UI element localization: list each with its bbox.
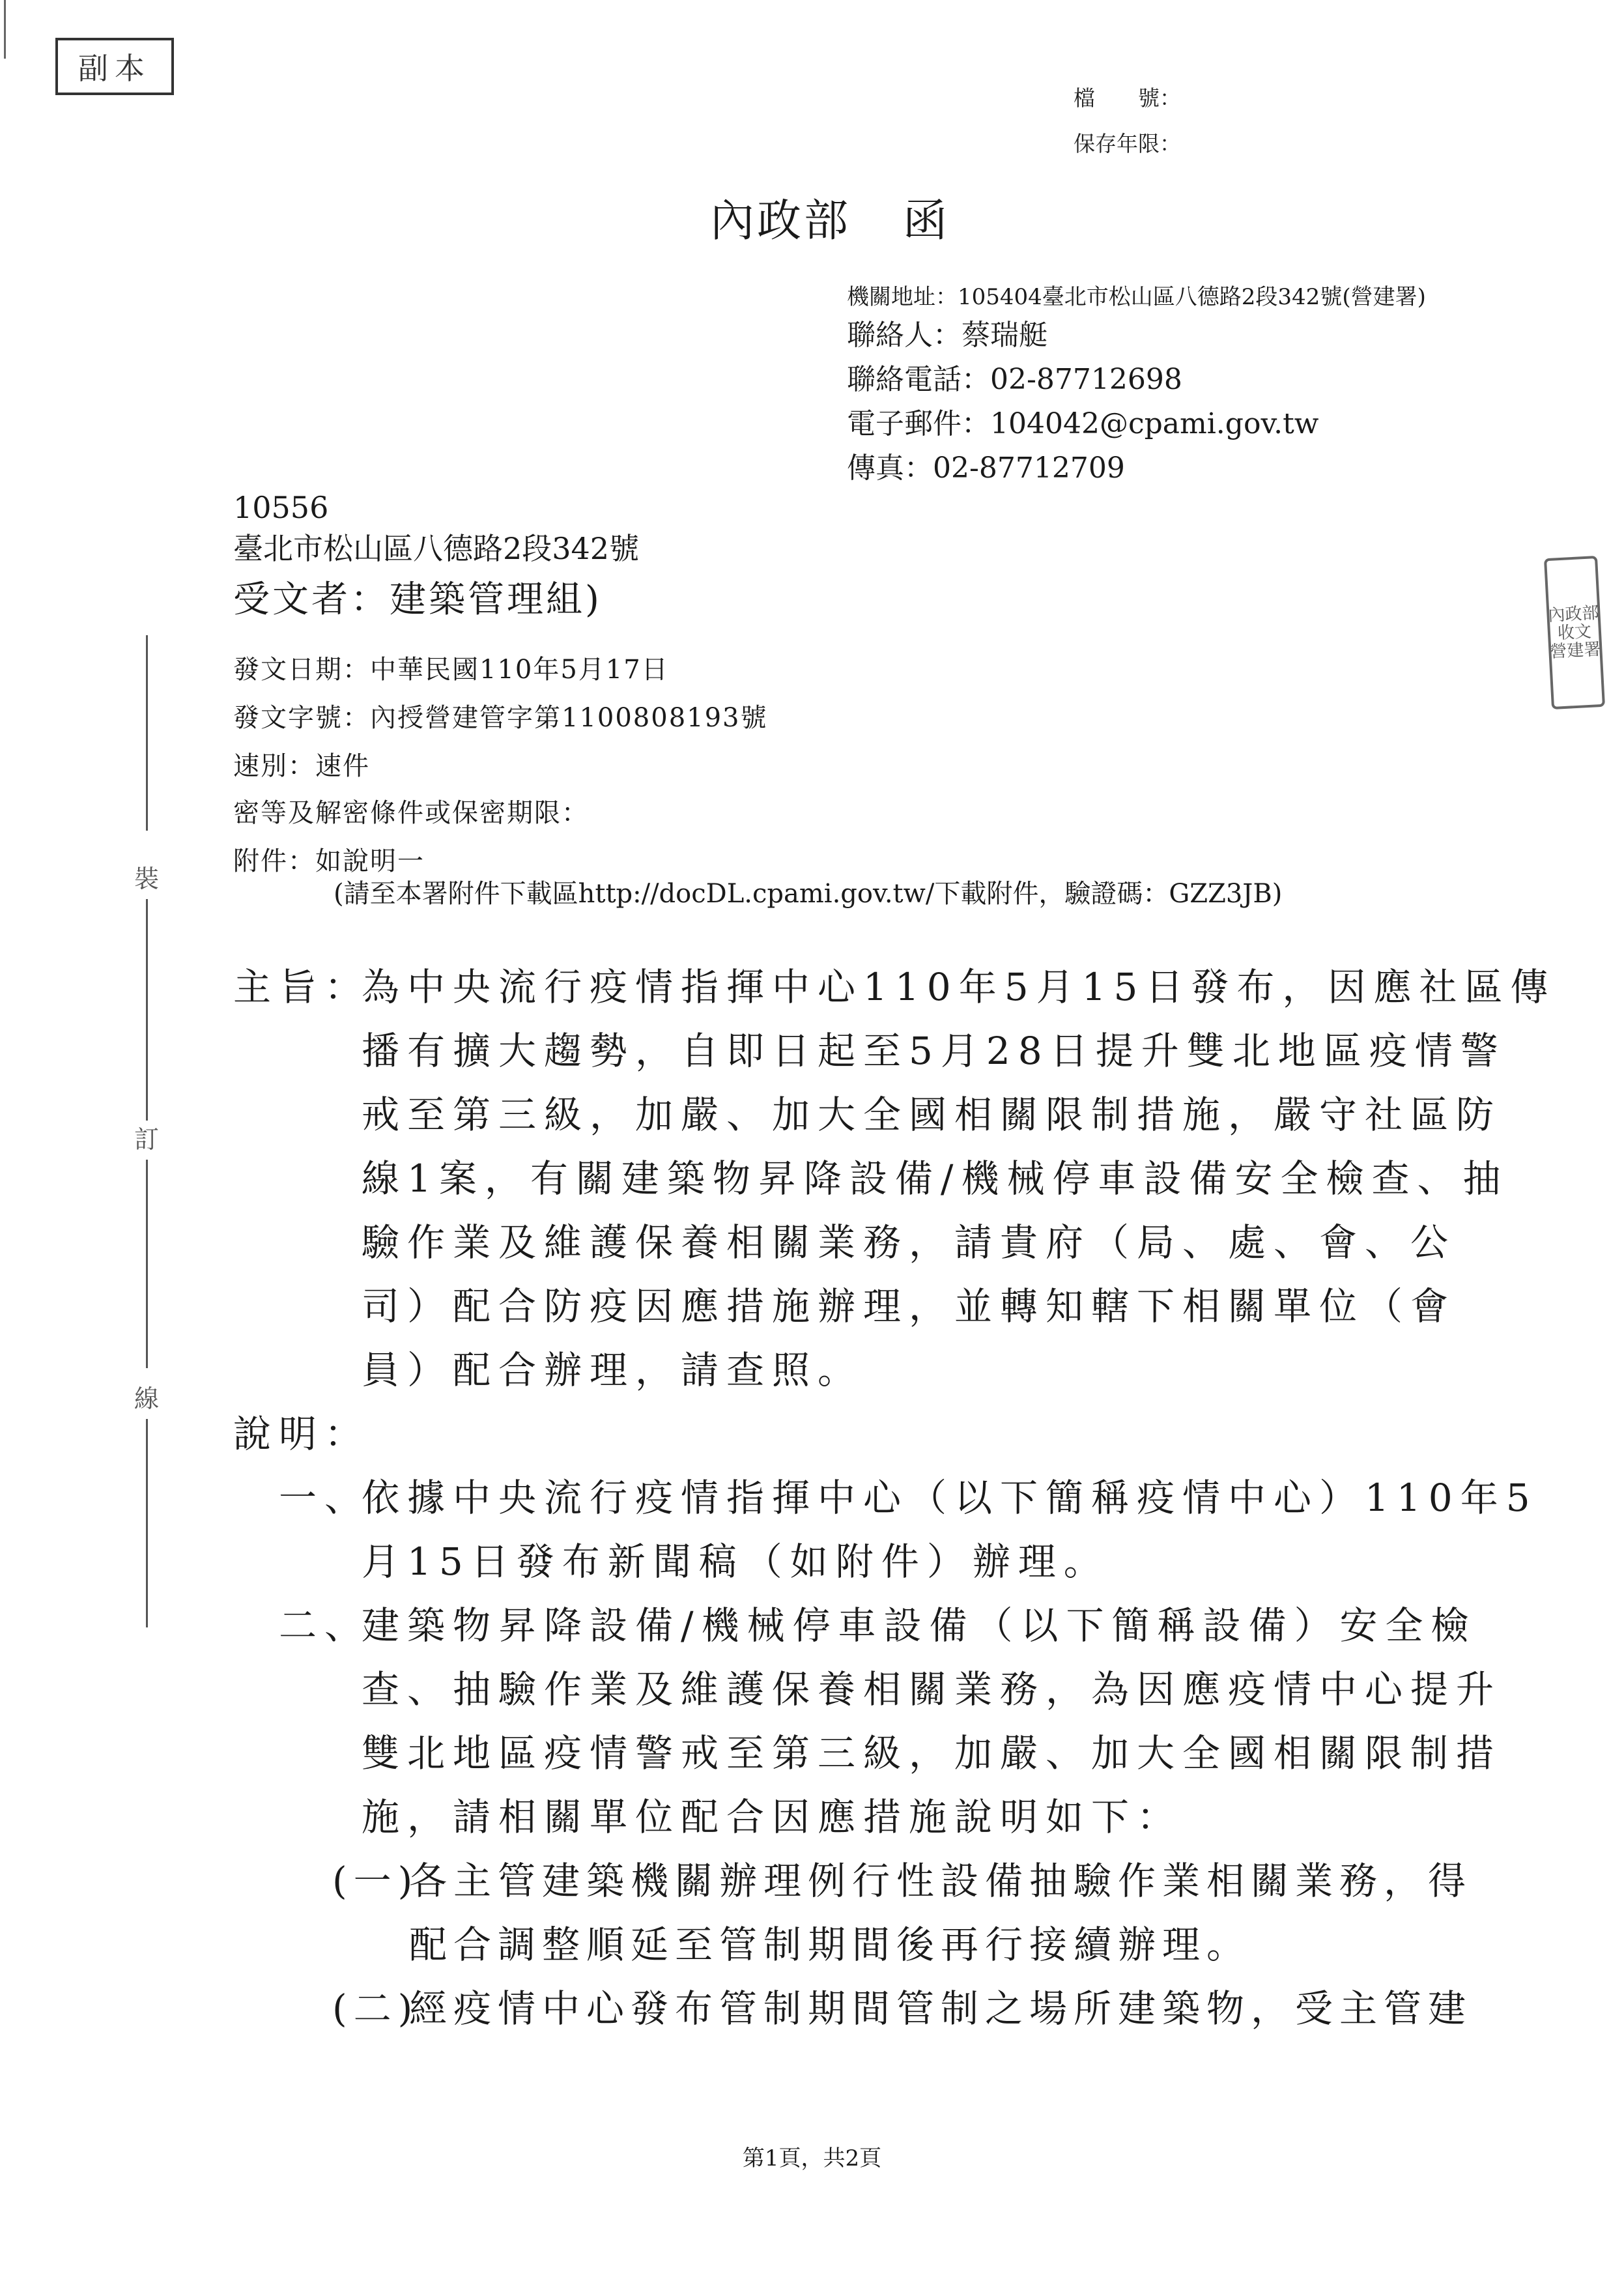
subject-line: 驗作業及維護保養相關業務，請貴府（局、處、會、公 [362,1220,1457,1265]
binding-mark-ding: 訂 [134,1125,160,1154]
page-edge-mark [4,0,6,59]
attachment-download-note: (請至本署附件下載區http://docDL.cpami.gov.tw/下載附件，驗證碼：GZZ3JB) [334,879,1283,909]
contact-fax: 傳真：02-87712709 [847,451,1125,485]
subject-label: 主旨： [233,965,371,1009]
explanation-label: 說明： [233,1412,371,1456]
binding-mark-zhuang: 裝 [134,865,160,893]
item-line: 建築物昇降設備/機械停車設備（以下簡稱設備）安全檢 [362,1603,1477,1648]
recipient-address: 臺北市松山區八德路2段342號 [233,531,640,566]
item-line: 依據中央流行疫情指揮中心（以下簡稱疫情中心）110年5 [362,1476,1538,1520]
subject-line: 員）配合辦理，請查照。 [362,1348,864,1392]
subject-line: 為中央流行疫情指揮中心110年5月15日發布，因應社區傳 [362,965,1556,1009]
item-line: 雙北地區疫情警戒至第三級，加嚴、加大全國相關限制措 [362,1731,1502,1775]
contact-person: 聯絡人：蔡瑞艇 [847,319,1047,352]
seal-line: 內政部 [1547,603,1600,626]
page-number: 第1頁，共2頁 [742,2145,882,2171]
sub-item-number: (一) [332,1859,420,1903]
copy-stamp: 副本 [55,38,174,95]
sub-item-line: 配合調整順延至管制期間後再行接續辦理。 [409,1923,1251,1967]
item-line: 施，請相關單位配合因應措施說明如下： [362,1795,1183,1839]
document-type: 函 [903,195,950,247]
subject-line: 線1案，有關建築物昇降設備/機械停車設備安全檢查、抽 [362,1156,1509,1201]
issue-date: 發文日期：中華民國110年5月17日 [233,655,669,685]
seal-line: 收文 [1557,622,1592,644]
item-line: 查、抽驗作業及維護保養相關業務，為因應疫情中心提升 [362,1667,1502,1711]
item-number: 二、 [279,1603,371,1648]
item-number: 一、 [279,1476,371,1520]
recipient-name: 受文者：建築管理組) [233,579,602,621]
received-seal [1544,556,1605,709]
subject-line: 司）配合防疫因應措施辦理，並轉知轄下相關單位（會 [362,1284,1457,1328]
sub-item-line: 經疫情中心發布管制期間管制之場所建築物，受主管建 [409,1986,1473,2031]
binding-line-segment [146,1419,148,1627]
recipient-postal-code: 10556 [233,490,329,525]
delivery-speed: 速別：速件 [233,751,370,781]
binding-line-segment [146,1160,148,1368]
binding-line-segment [146,635,148,831]
retention-period-label: 保存年限： [1074,131,1181,156]
agency-address: 機關地址：105404臺北市松山區八德路2段342號(營建署) [847,284,1426,310]
contact-phone: 聯絡電話：02-87712698 [847,363,1182,396]
document-number: 發文字號：內授營建管字第1100808193號 [233,703,768,733]
sub-item-number: (二) [332,1986,420,2031]
file-number-label: 檔 號： [1074,85,1181,111]
binding-mark-xian: 線 [134,1384,160,1413]
attachment: 附件：如說明一 [233,846,425,876]
subject-line: 戒至第三級，加嚴、加大全國相關限制措施，嚴守社區防 [362,1093,1502,1137]
secrecy-level: 密等及解密條件或保密期限： [233,798,589,828]
binding-line-segment [146,899,148,1121]
subject-line: 播有擴大趨勢，自即日起至5月28日提升雙北地區疫情警 [362,1029,1506,1073]
agency-name: 內政部 [710,195,851,247]
document-title [710,186,950,249]
sub-item-line: 各主管建築機關辦理例行性設備抽驗作業相關業務，得 [409,1859,1473,1903]
contact-email: 電子郵件：104042@cpami.gov.tw [847,407,1319,440]
item-line: 月15日發布新聞稿（如附件）辦理。 [362,1539,1109,1584]
seal-line: 營建署 [1549,639,1602,662]
